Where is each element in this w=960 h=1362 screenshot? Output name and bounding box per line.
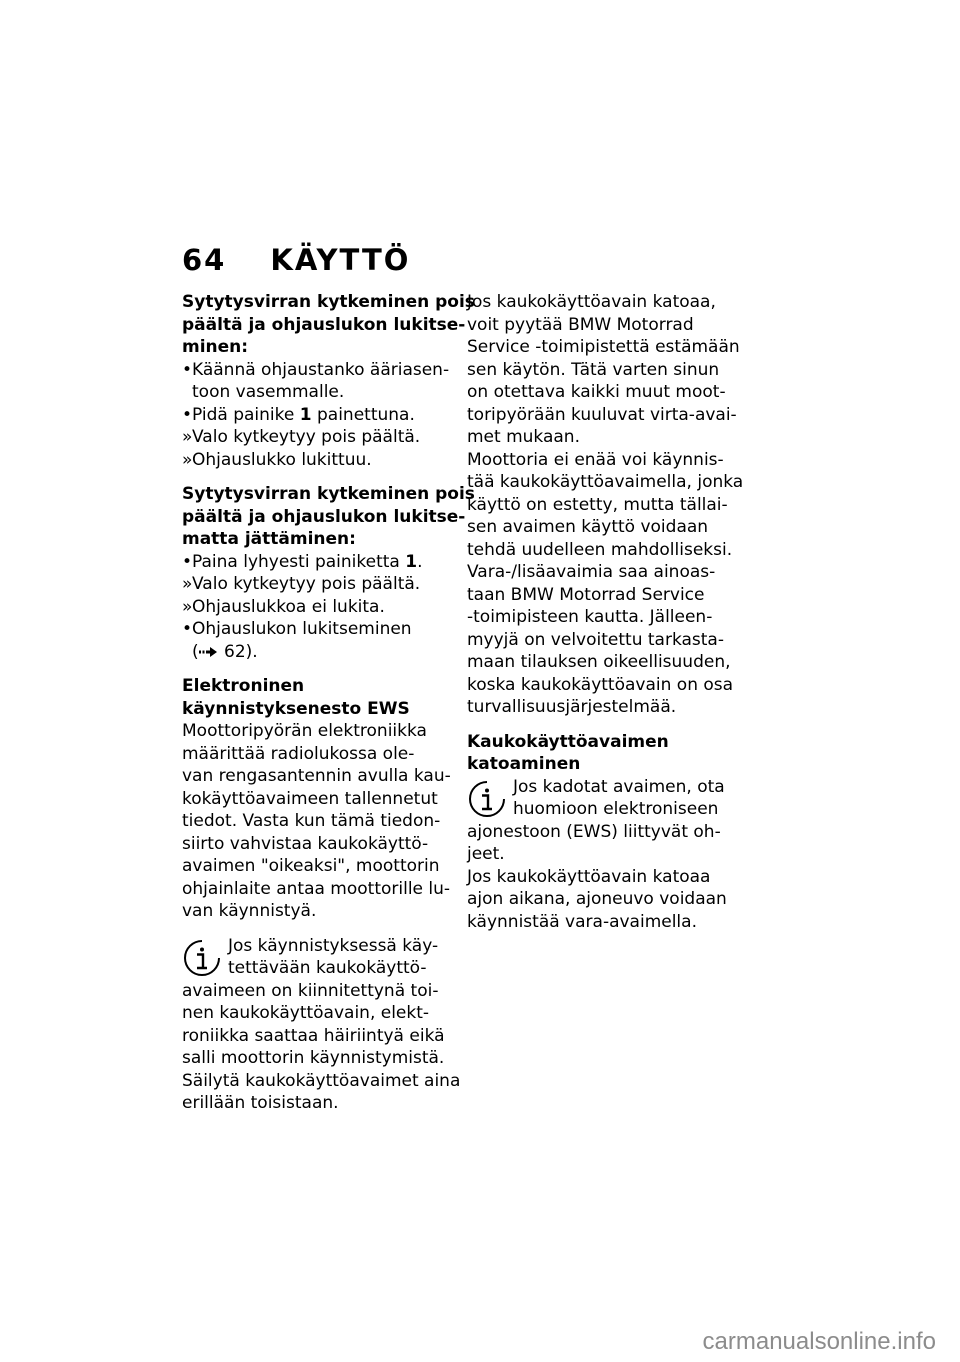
note-line: huomioon elektroniseen <box>513 799 719 819</box>
section-ews <box>182 675 467 1115</box>
bullet-mark: • <box>182 404 193 425</box>
result-text: Valo kytkeytyy pois päältä. <box>192 574 421 594</box>
note-line: ajonestoon (EWS) liittyvät oh- <box>467 821 721 842</box>
heading-line: matta jättäminen: <box>182 529 356 549</box>
page-title: KÄYTTÖ <box>270 243 411 277</box>
body-line: Vara-/lisäavaimia saa ainoas- <box>467 562 716 582</box>
note-line: salli moottorin käynnistymistä. <box>182 1048 445 1068</box>
note-line: erillään toisistaan. <box>182 1093 339 1113</box>
result-text: Ohjauslukko lukittuu. <box>192 449 372 470</box>
note-line: Jos kadotat avaimen, ota <box>513 776 725 797</box>
body-line: Service -toimipistettä estämään <box>467 337 740 357</box>
bullet-text <box>192 404 415 427</box>
body-line: kokäyttöavaimeen tallennetut <box>182 788 438 809</box>
bullet-item <box>182 404 467 427</box>
heading-line: minen: <box>182 337 249 357</box>
heading-line: Sytytysvirran kytkeminen pois <box>182 484 475 504</box>
bullet-mark: • <box>182 619 193 639</box>
heading-line: katoaminen <box>467 754 581 774</box>
section-heading <box>182 483 475 551</box>
bullet-text-part: Pidä painike <box>192 404 300 425</box>
result-item <box>182 426 467 449</box>
body-line: Moottoria ei enää voi käynnis- <box>467 449 724 470</box>
page-header <box>182 243 410 277</box>
result-item <box>182 573 467 596</box>
note-line: Säilytä kaukokäyttöavaimet aina <box>182 1070 461 1091</box>
info-icon <box>182 938 222 978</box>
section-heading <box>182 291 475 359</box>
heading-line: päältä ja ohjauslukon lukitse- <box>182 506 466 527</box>
bullet-item <box>182 618 467 641</box>
heading-line: Kaukokäyttöavaimen <box>467 731 669 752</box>
note-line: tettävään kaukokäyttö- <box>228 958 427 978</box>
paragraph-spare-keys <box>467 561 752 719</box>
body-line: sen käytön. Tätä varten sinun <box>467 359 720 380</box>
ref-page-number: 62). <box>218 641 258 662</box>
bullet-mark: • <box>182 359 193 380</box>
right-column <box>467 291 752 933</box>
paragraph-lost-key <box>467 291 752 449</box>
heading-line: Elektroninen <box>182 676 305 696</box>
body-line: käynnistää vara-avaimella. <box>467 911 697 932</box>
bullet-item <box>182 359 467 382</box>
result-text: Ohjauslukkoa ei lukita. <box>192 596 385 617</box>
paragraph-blocked-key <box>467 449 752 562</box>
body-line: toripyörään kuuluvat virta-avai- <box>467 404 737 425</box>
heading-line: Sytytysvirran kytkeminen pois <box>182 292 475 312</box>
bullet-mark: • <box>182 551 193 572</box>
body-line: turvallisuusjärjestelmää. <box>467 697 677 717</box>
result-mark: » <box>182 596 193 617</box>
body-line: tehdä uudelleen mahdolliseksi. <box>467 539 733 560</box>
page-number: 64 <box>182 243 227 277</box>
body-line: on otettava kaikki muut moot- <box>467 382 726 402</box>
body-line: ohjainlaite antaa moottorille lu- <box>182 878 451 899</box>
bullet-continuation: toon vasemmalle. <box>192 382 345 402</box>
body-line: käyttö on estetty, mutta tällai- <box>467 494 728 515</box>
body-line: myyjä on velvoitettu tarkasta- <box>467 629 724 650</box>
note-line: avaimeen on kiinnitettynä toi- <box>182 980 439 1001</box>
body-line: Jos kaukokäyttöavain katoaa, <box>467 292 716 312</box>
body-line: maan tilauksen oikeellisuuden, <box>467 652 731 672</box>
bullet-text-part: . <box>417 551 423 572</box>
body-line: Moottoripyörän elektroniikka <box>182 721 427 741</box>
bullet-text: Käännä ohjaustanko ääriasen- <box>192 359 450 380</box>
info-note <box>182 935 467 1115</box>
body-line: määrittää radiolukossa ole- <box>182 743 415 764</box>
info-icon <box>467 779 507 819</box>
section-ignition-off-unlocked <box>182 483 475 663</box>
bullet-text-part: Paina lyhyesti painiketta <box>192 551 406 572</box>
body-line: van rengasantennin avulla kau- <box>182 766 451 786</box>
body-line: met mukaan. <box>467 427 580 447</box>
bullet-text: Ohjauslukon lukitseminen <box>192 619 412 639</box>
body-line: koska kaukokäyttöavain on osa <box>467 674 734 695</box>
result-item <box>182 449 467 472</box>
result-text: Valo kytkeytyy pois päältä. <box>192 427 421 447</box>
bullet-item <box>182 551 467 574</box>
section-heading <box>182 675 467 720</box>
result-item <box>182 596 467 619</box>
watermark: carmanualsonline.info <box>702 1328 936 1355</box>
heading-line: päältä ja ohjauslukon lukitse- <box>182 314 466 335</box>
body-line: tää kaukokäyttöavaimella, jonka <box>467 472 744 492</box>
body-line: sen avaimen käyttö voidaan <box>467 517 709 537</box>
body-line: van käynnistyä. <box>182 901 317 921</box>
section-ignition-off-lock <box>182 291 475 471</box>
ref-paren: ( <box>192 641 199 662</box>
body-line: taan BMW Motorrad Service <box>467 584 705 605</box>
left-column <box>182 291 475 1115</box>
info-note <box>467 776 752 866</box>
section-key-loss <box>467 731 752 934</box>
result-mark: » <box>182 574 193 594</box>
result-mark: » <box>182 427 193 447</box>
note-line: nen kaukokäyttöavain, elekt- <box>182 1003 430 1023</box>
bullet-text-part: painettuna. <box>311 404 415 425</box>
bullet-text <box>192 551 422 574</box>
note-line: roniikka saattaa häiriintyä eikä <box>182 1025 445 1046</box>
page-reference[interactable] <box>182 641 467 664</box>
note-line: jeet. <box>467 844 505 864</box>
button-number: 1 <box>405 551 418 572</box>
section-heading <box>467 731 752 776</box>
result-mark: » <box>182 449 193 470</box>
heading-line: käynnistyksenesto EWS <box>182 698 410 719</box>
body-line: voit pyytää BMW Motorrad <box>467 314 694 335</box>
body-line: avaimen "oikeaksi", moottorin <box>182 856 440 876</box>
page-reference-arrow-icon <box>199 646 219 658</box>
body-line: siirto vahvistaa kaukokäyttö- <box>182 833 429 854</box>
note-line: Jos käynnistyksessä käy- <box>228 935 439 956</box>
body-line: ajon aikana, ajoneuvo voidaan <box>467 889 727 909</box>
button-number: 1 <box>299 404 312 425</box>
body-line: Jos kaukokäyttöavain katoaa <box>467 866 711 887</box>
body-line: tiedot. Vasta kun tämä tiedon- <box>182 811 441 831</box>
body-line: -toimipisteen kautta. Jälleen- <box>467 607 713 627</box>
